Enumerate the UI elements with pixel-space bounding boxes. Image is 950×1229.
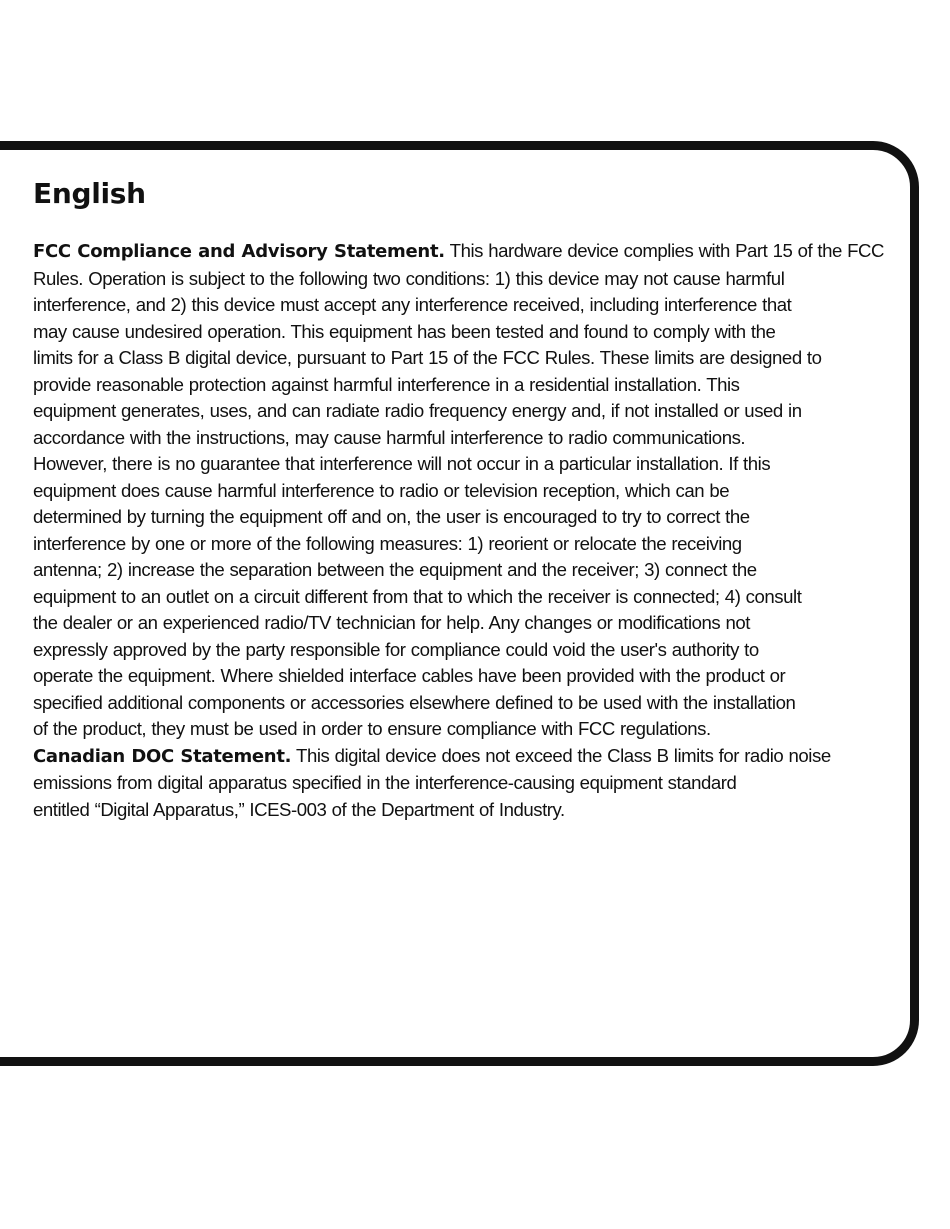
fcc-statement [33, 238, 884, 823]
doc-line-1: Canadian DOC Statement. This digital device does not exceed the Class B limits for radio noise [33, 744, 831, 767]
doc-line: emissions from digital apparatus specified in the interference-causing equipment standard [33, 772, 737, 793]
fcc-line: the dealer or an experienced radio/TV technician for help. Any changes or modifications not [33, 612, 750, 633]
fcc-line: limits for a Class B digital device, pursuant to Part 15 of the FCC Rules. These limits are designed to [33, 347, 822, 368]
fcc-line: of the product, they must be used in order to ensure compliance with FCC regulations. [33, 718, 711, 739]
fcc-line: operate the equipment. Where shielded interface cables have been provided with the product or [33, 665, 786, 686]
fcc-statement-title: FCC Compliance and Advisory Statement. [33, 241, 445, 262]
fcc-line: equipment generates, uses, and can radiate radio frequency energy and, if not installed or used in [33, 400, 802, 421]
fcc-line: antenna; 2) increase the separation between the equipment and the receiver; 3) connect the [33, 559, 757, 580]
fcc-line: determined by turning the equipment off and on, the user is encouraged to try to correct the [33, 506, 750, 527]
fcc-line: provide reasonable protection against harmful interference in a residential installation. This [33, 373, 740, 395]
doc-statement-title: Canadian DOC Statement. [33, 745, 292, 767]
fcc-line: Rules. Operation is subject to the following two conditions: 1) this device may not cause harmful [33, 267, 785, 289]
document-content [33, 175, 884, 823]
fcc-line: may cause undesired operation. This equipment has been tested and found to comply with the [33, 320, 776, 342]
fcc-line: equipment does cause harmful interference to radio or television reception, which can be [33, 479, 730, 501]
fcc-line: accordance with the instructions, may cause harmful interference to radio communications. [33, 426, 746, 448]
fcc-line: specified additional components or accessories elsewhere defined to be used with the installation [33, 691, 796, 713]
fcc-line: expressly approved by the party responsible for compliance could void the user's authority to [33, 638, 759, 660]
fcc-line-1: FCC Compliance and Advisory Statement. This hardware device complies with Part 15 of the FCC [33, 240, 884, 262]
doc-line: entitled “Digital Apparatus,” ICES-003 of the Department of Industry. [33, 798, 565, 820]
fcc-line: equipment to an outlet on a circuit different from that to which the receiver is connected; 4) consult [33, 585, 802, 607]
fcc-line: However, there is no guarantee that interference will not occur in a particular installation. If this [33, 453, 771, 474]
fcc-line: interference, and 2) this device must accept any interference received, including interference that [33, 294, 792, 315]
page-title: English [33, 177, 146, 210]
fcc-line: interference by one or more of the following measures: 1) reorient or relocate the receiving [33, 532, 742, 554]
